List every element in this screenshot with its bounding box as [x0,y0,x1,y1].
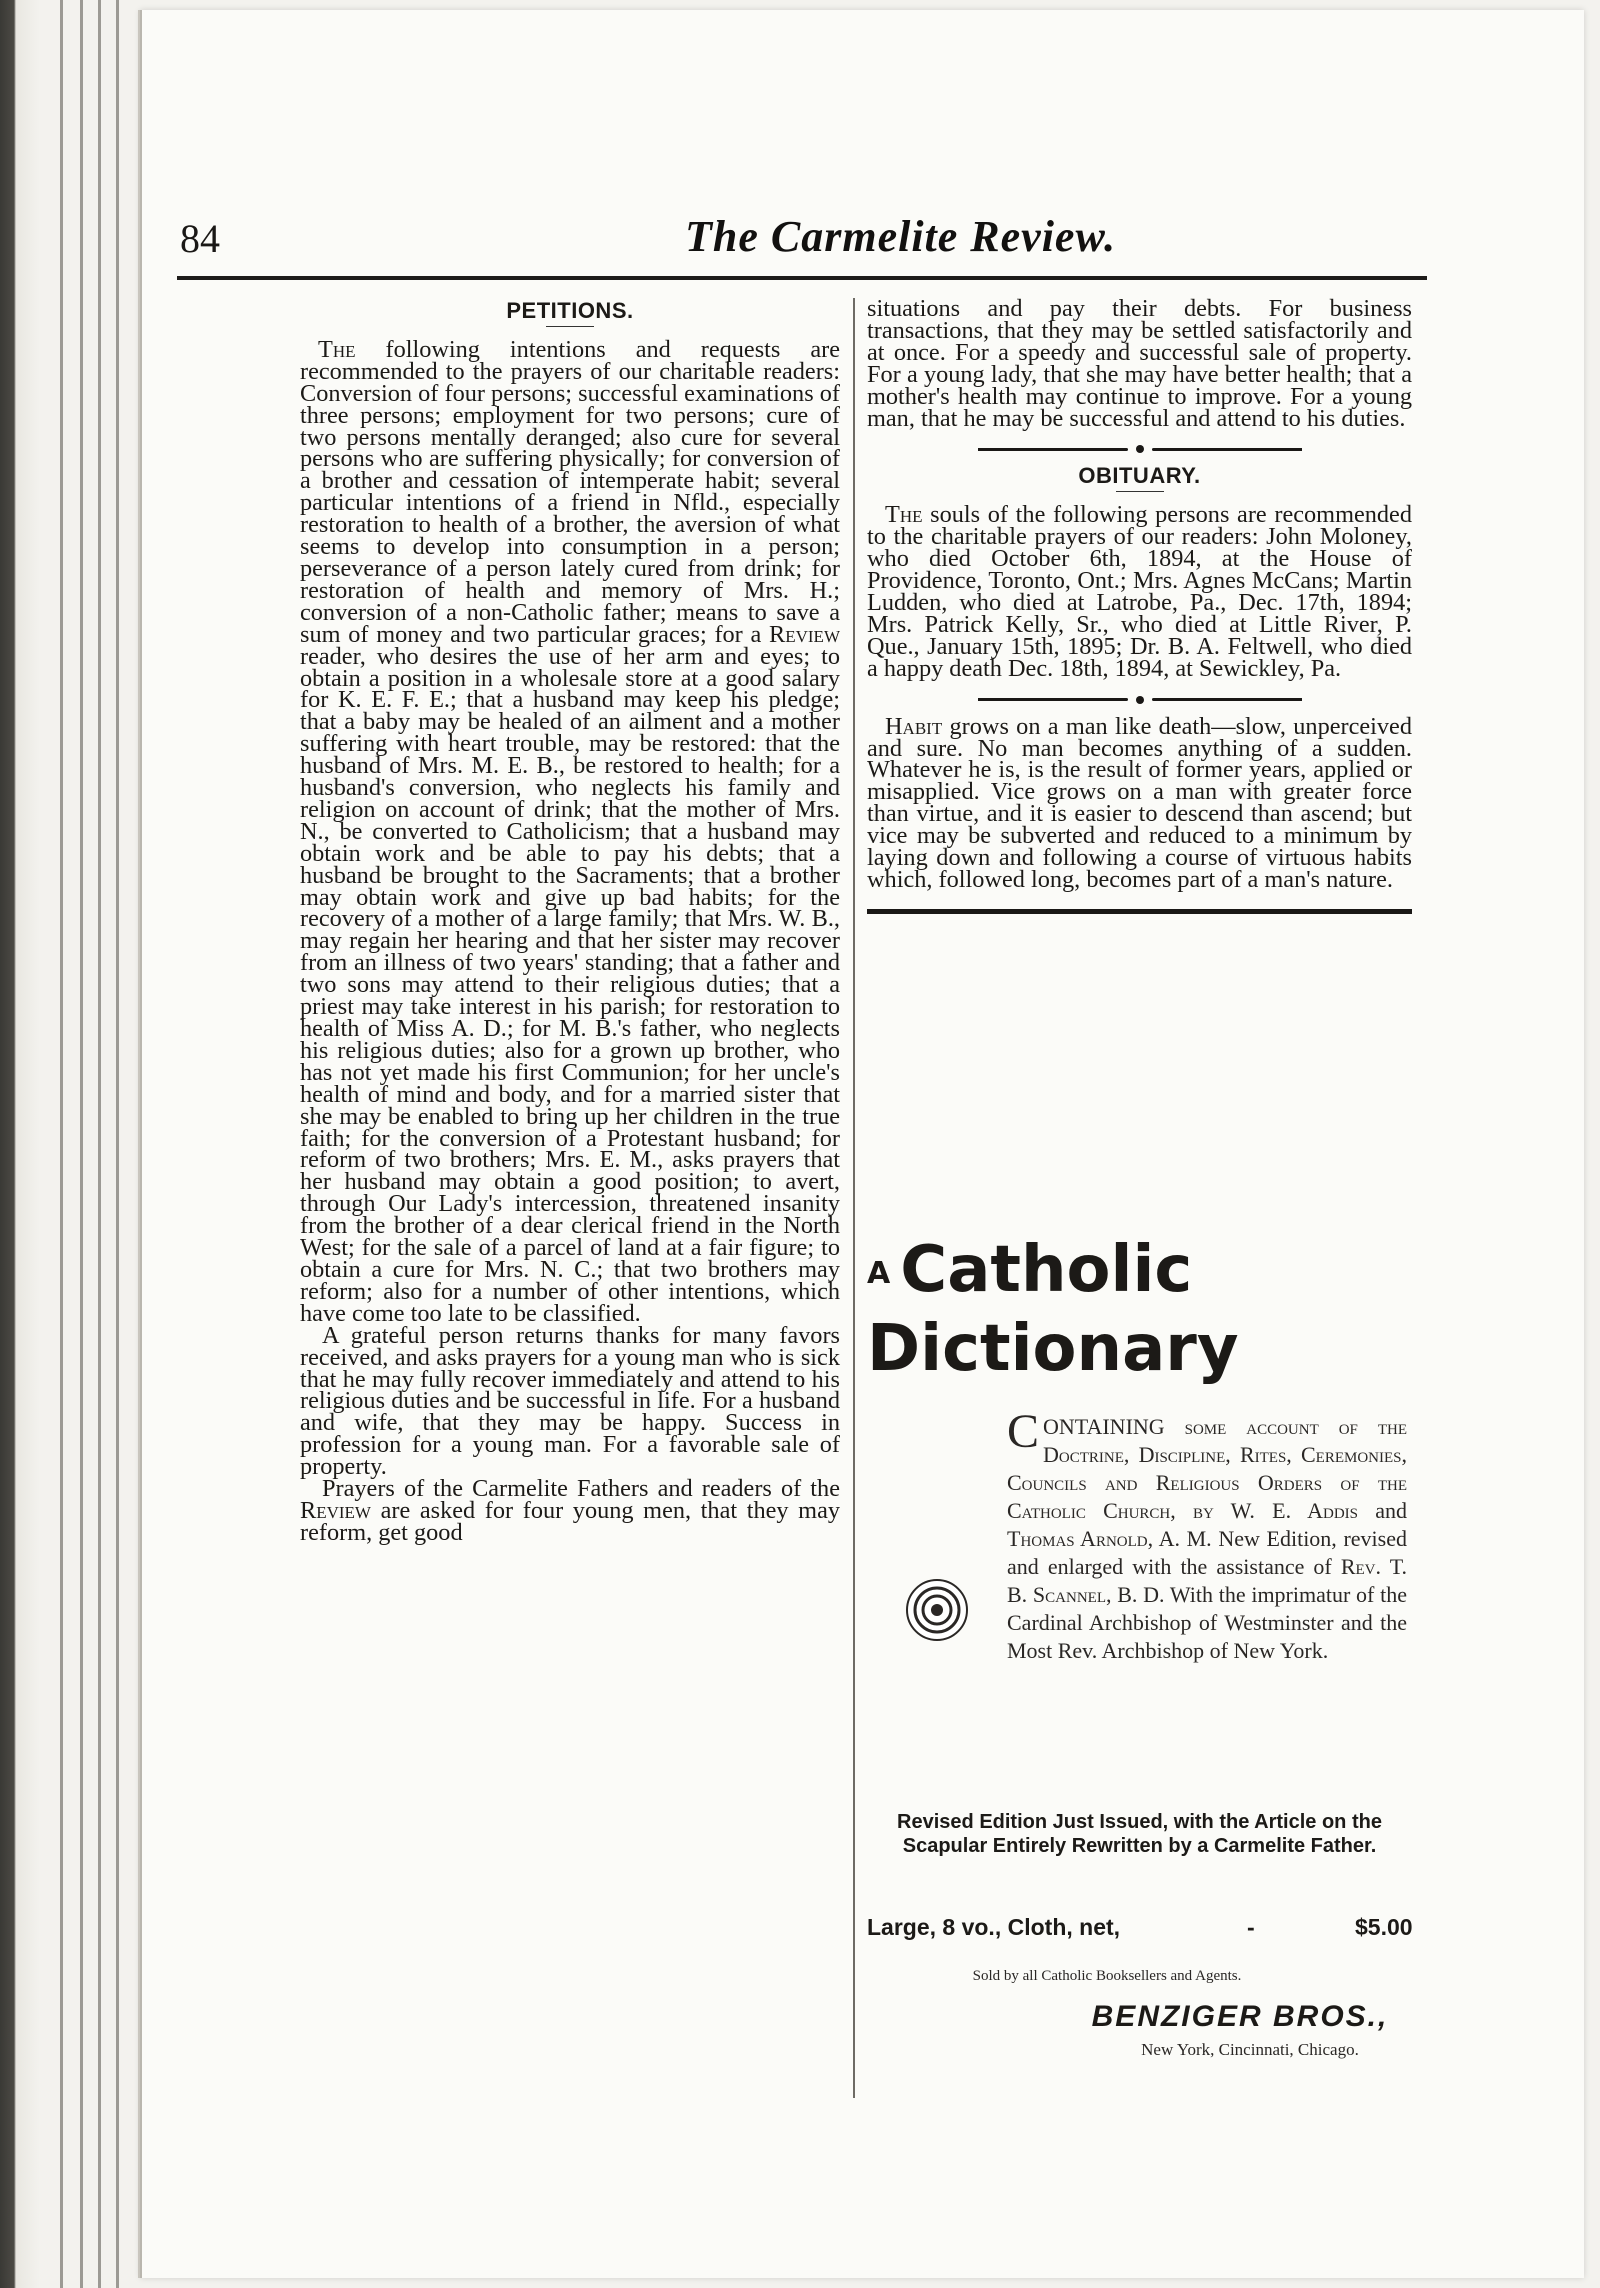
section-rule [867,909,1412,914]
page-header [180,205,1420,265]
ad-description [1007,1405,1407,1665]
heading-rule [1116,491,1164,492]
page-number: 84 [180,216,220,261]
ad-description-text: ONTAINING some account of the Doctrine, Discipline, Rites, Ceremonies, Councils and Religious Orders of the Catholic Church, by W. E. [1007,1414,1407,1523]
ad-title-line: Dictionary [867,1312,1239,1386]
ad-title-line: Catholic [900,1233,1193,1307]
dropcap: C [1007,1405,1040,1458]
rosette-ornament-icon [905,1578,969,1642]
page-stack-edge [60,0,63,2288]
ad-description-text: and [1358,1498,1407,1523]
ad-publisher: BENZIGER BROS., [1091,2000,1389,2033]
page-stack-edge [98,0,101,2288]
lead-word: Habit [885,712,943,740]
price-dash: - [1247,1914,1255,1940]
review-word: Review [769,620,840,648]
right-column [867,295,1412,914]
review-word: Review [300,1496,371,1524]
price-label: Large, 8 vo., Cloth, net, [867,1914,1121,1940]
author-name: Thomas Arnold [1007,1526,1148,1551]
thanks-paragraph: A grateful person returns thanks for many favors received, and asks prayers for a young man who is sick that he may fully recover immediately and attend to his religious duties and be successful in life. For a husband and wife, that they may be happy. Success in profession for a young man. For a favorable sale of property. [300,1321,840,1481]
left-column [300,298,840,1544]
catholic-dictionary-ad [867,1235,1412,1793]
obituary-heading: OBITUARY. [1078,463,1201,489]
running-title: The Carmelite Review. [685,212,1117,261]
prayers-paragraph [300,1475,840,1546]
petitions-paragraph [300,335,840,1327]
heading-rule [546,326,594,327]
ad-cities: New York, Cincinnati, Chicago. [1141,2040,1359,2059]
column-divider [853,298,855,2098]
ad-edition-note: Revised Edition Just Issued, with the Article on the Scapular Entirely Rewritten by a Carmelite Father. [897,1811,1382,1857]
price-value: $5.00 [1355,1914,1413,1940]
paragraph-text: grows on a man like death—slow, unperceived and sure. No man becomes anything of a sudden. Whatever he is, is the result of former years, applied or misapplied. Vice grows on a man with greater force than virtue, and it is easier to descend than ascend; but vice may be subverted and reduced to a minimum by laying down and following a course of virtuous habits which, followed long, becomes part of a man's nature. [867,712,1412,893]
ad-description-text: , B. D. With the imprimatur of the Cardinal Archbishop of Westminster and the Most Rev. Archbishop of New York. [1007,1582,1407,1663]
page-stack-edge [116,0,119,2288]
lead-word: The [885,501,923,529]
header-rule [177,276,1427,280]
paragraph-text: reader, who desires the use of her arm and eyes; to obtain a position in a wholesale store at a good salary for K. E. F. E.; that a husband may keep his pledge; that a baby may be healed of an ailment and a mother suffering with heart trouble, may be restored: that the husband of Mrs. M. E. B., be restored to health; for a husband's conversion, who neglects his family and religion on account of drink; that the mother of Mrs. N., be converted to Catholicism; that a husband may obtain work and be able to pay his debts; that a husband be brought to the Sacraments; that a brother may obtain work and give up bad habits; for the recovery of a mother of a large family; that Mrs. W. B., may regain her hearing and that her sister may recover from an illness of two years' standing; that a father and two sons may attend to their religious duties; that a priest may take interest in his parish; for restoration to health of Miss A. D.; for M. B.'s father, who neglects his religious duties; also for a grown up brother, who has not yet made his first Communion; for her uncle's health of mind and body, and for a married sister that she may be enabled to bring up her children in the true faith; for the conversion of a Protestant husband; for reform of two brothers; Mrs. E. M., asks prayers that her husband may obtain a good position; to avert, through Our Lady's intercession, threatened insanity from the brother of a dear clerical friend in the North West; for the sale of a parcel of land at a fair figure; to obtain a cure for Mrs. N. C.; that two brothers may reform; also for a number of other intentions, which have come too late to be classified. [300,642,840,1327]
ad-description-text: , A. M. New Edition, revised and enlarged with the assistance of [1007,1526,1407,1579]
lead-word: The [318,335,356,363]
paragraph-text: souls of the following persons are recommended to the charitable prayers of our readers: John Moloney, who died October 6th, 1894, at the House of Providence, Toronto, Ont.; Mrs. Agnes McCans; Martin Ludden, who died at Latrobe, Pa., Dec. 17th, 1894; Mrs. Patrick Kelly, Sr., who died at Little River, P. Que., January 15th, 1895; Dr. B. A. Feltwell, who died a happy death Dec. 18th, 1894, at Sewickley, Pa. [867,501,1412,682]
ornament-divider [867,443,1412,455]
paragraph-text: following intentions and requests are recommended to the prayers of our charitable readers: Conversion of four persons; successful examinations of three persons; employment for two persons; cure of two persons mentally deranged; also cure for several persons who are suffering physically; for conversion of a brother and cessation of intemperate habit; several particular intentions of a friend in Nfld., especially restoration to health of a brother, the aversion of what seems to develop into consumption in a person; perseverance of a person lately cured from drink; for restoration of health and memory of Mrs. H.; conversion of a non-Catholic father; means to save a sum of money and two particular graces; for a [300,335,840,648]
ad-title-article: A [867,1256,891,1291]
ad-price-line [867,1914,1412,1941]
petitions-heading: PETITIONS. [506,298,634,323]
ad-body [867,1405,1412,1793]
author-name: Addis [1307,1498,1358,1523]
ad-sold-by: Sold by all Catholic Booksellers and Agents. [972,1968,1242,1984]
page-stack-edge [80,0,83,2288]
obituary-paragraph [867,501,1412,682]
habit-paragraph [867,712,1412,893]
petitions-continuation: situations and pay their debts. For business transactions, that they may be settled satisfactorily and at once. For a speedy and successful sale of property. For a young lady, that she may have better health; that a mother's health may continue to improve. For a young man, that he may be successful and attend to his duties. [867,295,1412,432]
paragraph-text: are asked for four young men, that they may reform, get good [300,1496,840,1546]
reviser-name: Rev. T. B. Scannel [1007,1554,1407,1607]
paragraph-text: Prayers of the Carmelite Fathers and readers of the [322,1475,840,1503]
ad-title [867,1235,1412,1309]
ornament-divider [867,694,1412,706]
